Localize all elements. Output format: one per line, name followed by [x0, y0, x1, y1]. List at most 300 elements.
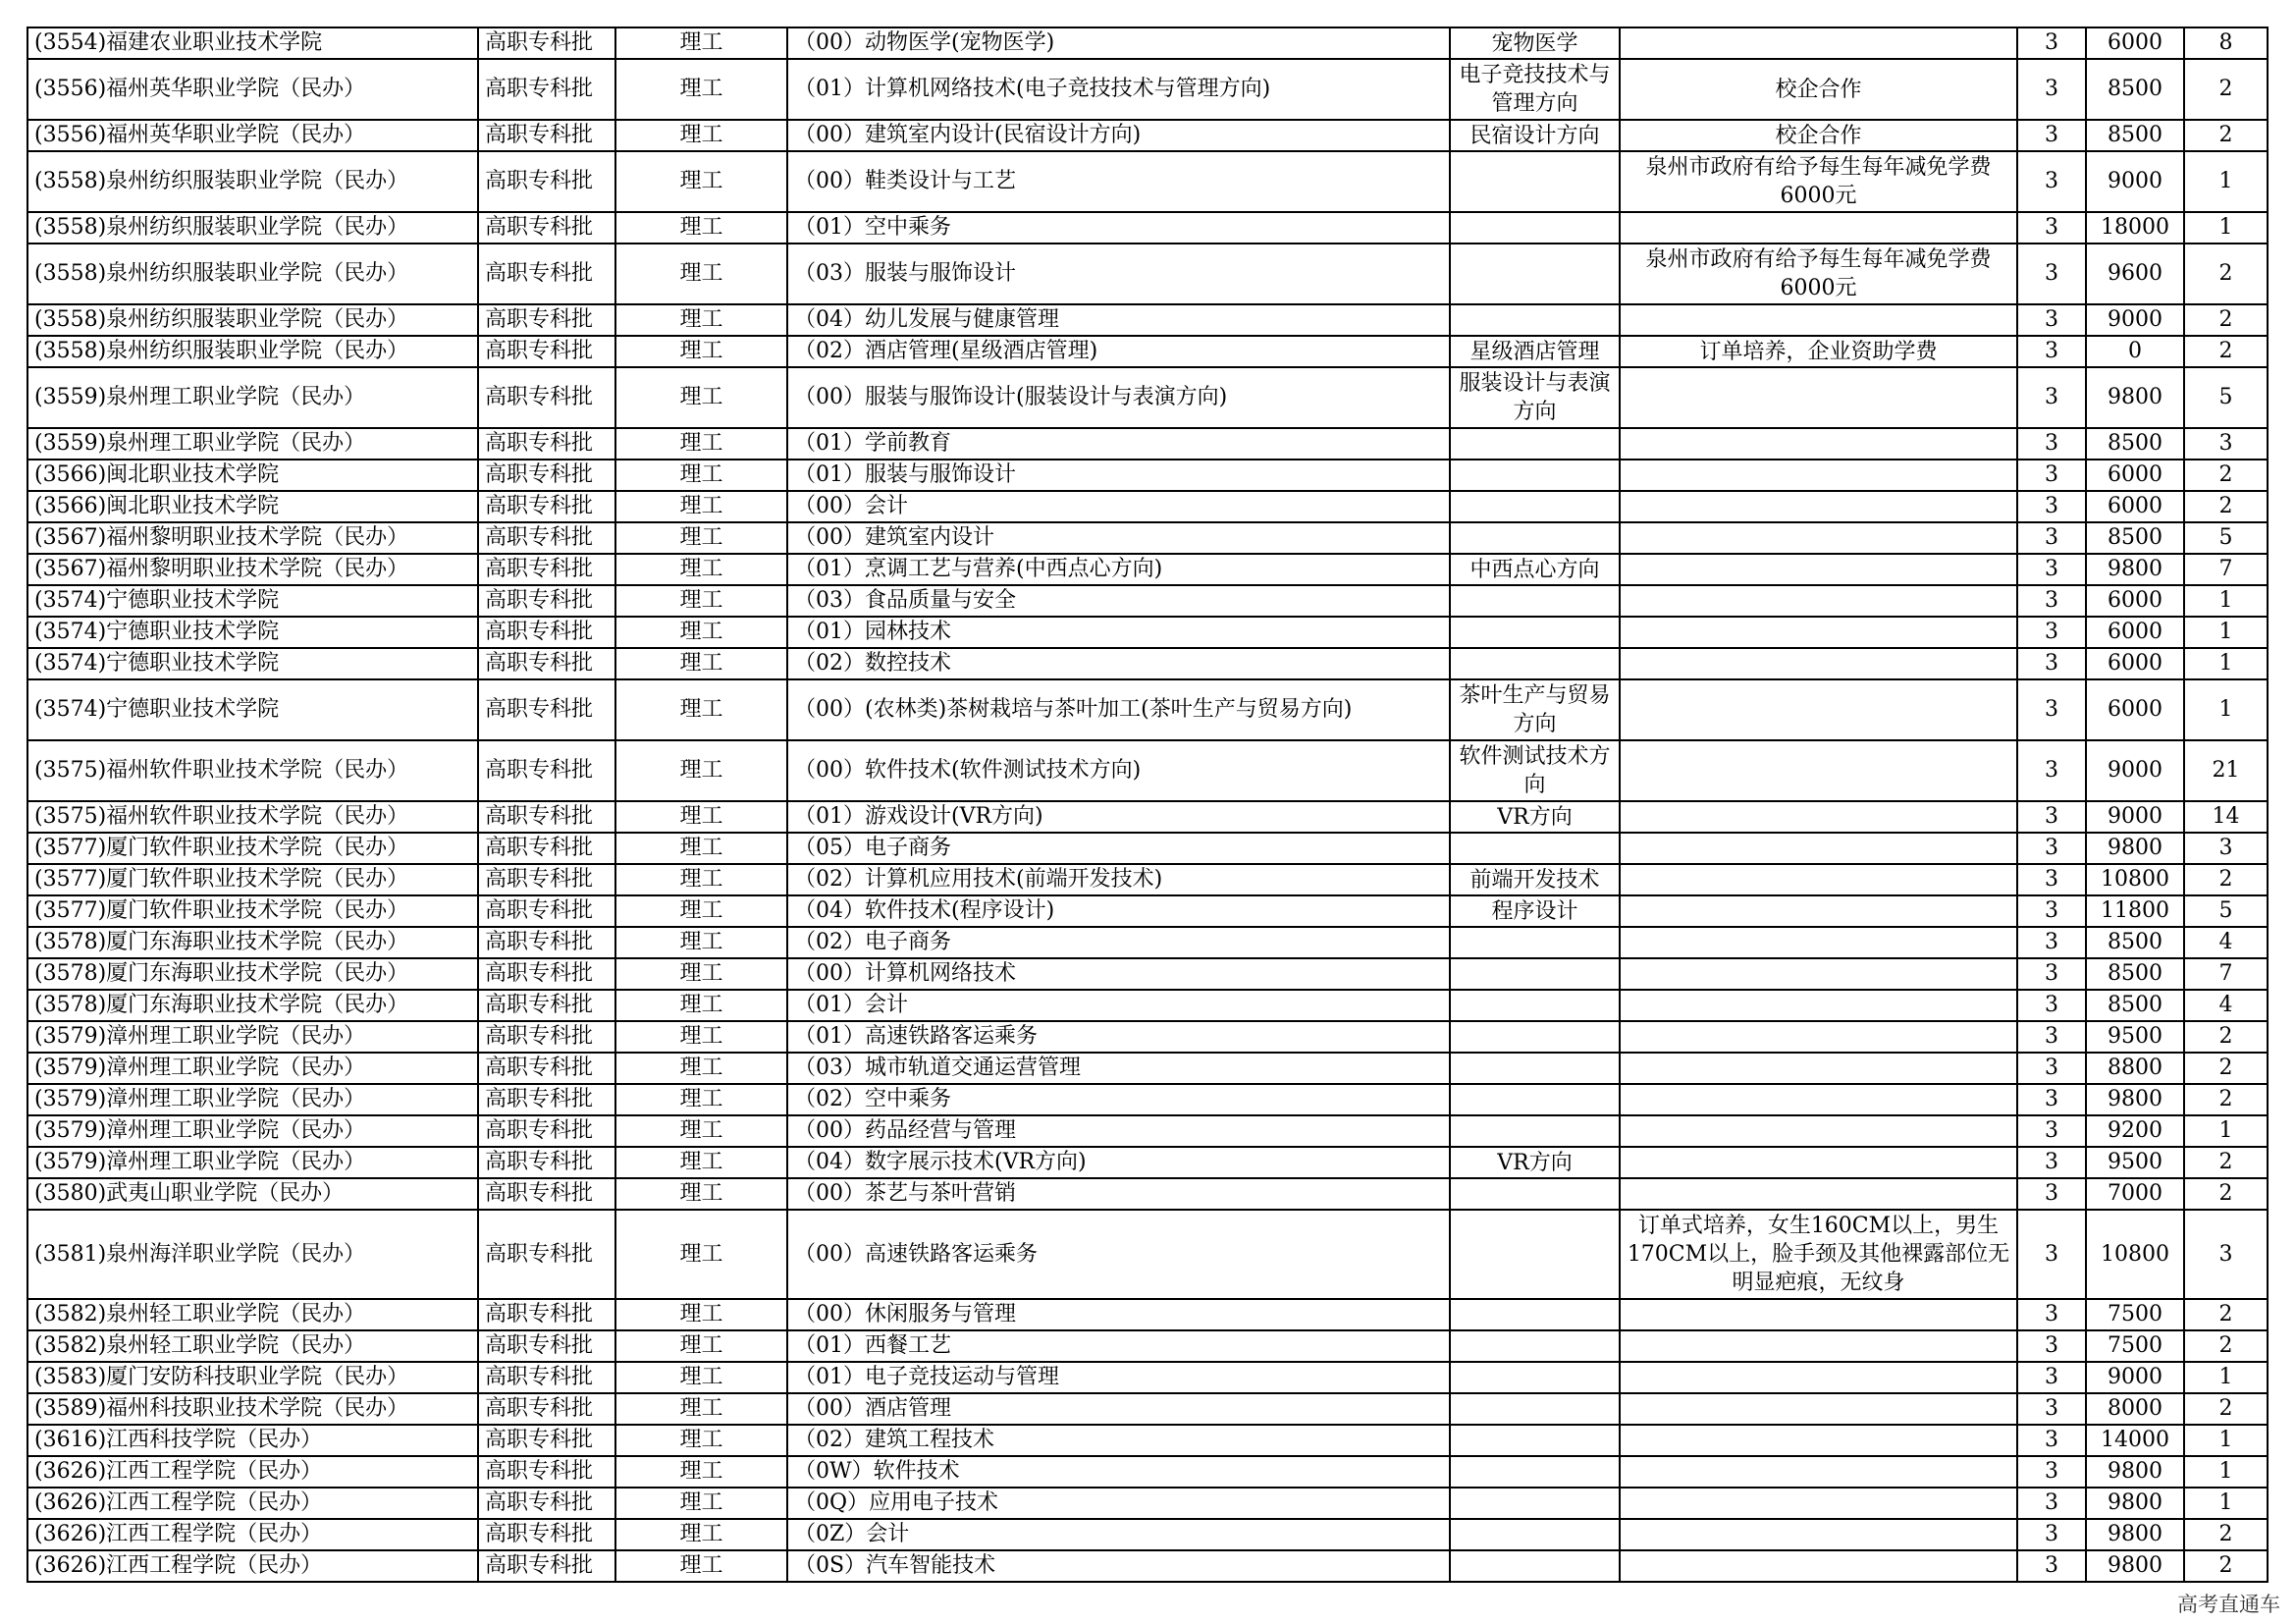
- years-cell: 3: [2017, 27, 2086, 59]
- table-row: [27, 1115, 2268, 1147]
- direction-cell: 宠物医学: [1450, 27, 1620, 59]
- plan-count-cell: 1: [2184, 212, 2268, 244]
- batch-cell: 高职专科批: [478, 1456, 615, 1488]
- plan-count-cell: 2: [2184, 1519, 2268, 1550]
- batch-cell: 高职专科批: [478, 1021, 615, 1053]
- plan-count-cell: 2: [2184, 491, 2268, 522]
- school-cell: (3626)江西工程学院（民办）: [27, 1550, 478, 1582]
- tuition-cell: 0: [2086, 336, 2184, 367]
- years-cell: 3: [2017, 1053, 2086, 1084]
- years-cell: 3: [2017, 304, 2086, 336]
- plan-count-cell: 1: [2184, 1488, 2268, 1519]
- tuition-cell: 8500: [2086, 522, 2184, 554]
- table-row: [27, 1488, 2268, 1519]
- tuition-cell: 9800: [2086, 554, 2184, 585]
- tuition-cell: 6000: [2086, 460, 2184, 491]
- note-cell: [1620, 1488, 2017, 1519]
- batch-cell: 高职专科批: [478, 1210, 615, 1299]
- major-cell: （03）服装与服饰设计: [787, 244, 1450, 304]
- school-cell: (3579)漳州理工职业学院（民办）: [27, 1053, 478, 1084]
- category-cell: 理工: [615, 1488, 787, 1519]
- plan-count-cell: 5: [2184, 367, 2268, 428]
- years-cell: 3: [2017, 522, 2086, 554]
- major-cell: （00）(农林类)茶树栽培与茶叶加工(茶叶生产与贸易方向): [787, 679, 1450, 740]
- plan-count-cell: 2: [2184, 304, 2268, 336]
- tuition-cell: 7500: [2086, 1299, 2184, 1330]
- major-cell: （02）数控技术: [787, 648, 1450, 679]
- note-cell: 校企合作: [1620, 120, 2017, 151]
- batch-cell: 高职专科批: [478, 120, 615, 151]
- major-cell: （01）服装与服饰设计: [787, 460, 1450, 491]
- batch-cell: 高职专科批: [478, 585, 615, 617]
- note-cell: [1620, 522, 2017, 554]
- table-row: [27, 212, 2268, 244]
- batch-cell: 高职专科批: [478, 27, 615, 59]
- tuition-cell: 7500: [2086, 1330, 2184, 1362]
- major-cell: （01）空中乘务: [787, 212, 1450, 244]
- major-cell: （01）计算机网络技术(电子竞技技术与管理方向): [787, 59, 1450, 120]
- table-row: [27, 1299, 2268, 1330]
- category-cell: 理工: [615, 1299, 787, 1330]
- school-cell: (3583)厦门安防科技职业学院（民办）: [27, 1362, 478, 1393]
- direction-cell: [1450, 460, 1620, 491]
- school-cell: (3566)闽北职业技术学院: [27, 491, 478, 522]
- note-cell: 泉州市政府有给予每生每年减免学费6000元: [1620, 151, 2017, 212]
- batch-cell: 高职专科批: [478, 1053, 615, 1084]
- category-cell: 理工: [615, 151, 787, 212]
- school-cell: (3567)福州黎明职业技术学院（民办）: [27, 522, 478, 554]
- school-cell: (3575)福州软件职业技术学院（民办）: [27, 801, 478, 833]
- table-body: [27, 27, 2268, 1582]
- note-cell: [1620, 740, 2017, 801]
- plan-count-cell: 4: [2184, 927, 2268, 958]
- direction-cell: [1450, 428, 1620, 460]
- direction-cell: [1450, 1362, 1620, 1393]
- plan-count-cell: 2: [2184, 1330, 2268, 1362]
- category-cell: 理工: [615, 585, 787, 617]
- years-cell: 3: [2017, 1084, 2086, 1115]
- plan-count-cell: 2: [2184, 336, 2268, 367]
- batch-cell: 高职专科批: [478, 212, 615, 244]
- direction-cell: [1450, 1550, 1620, 1582]
- batch-cell: 高职专科批: [478, 740, 615, 801]
- school-cell: (3582)泉州轻工职业学院（民办）: [27, 1299, 478, 1330]
- category-cell: 理工: [615, 1084, 787, 1115]
- note-cell: [1620, 1115, 2017, 1147]
- note-cell: 订单培养，企业资助学费: [1620, 336, 2017, 367]
- note-cell: [1620, 460, 2017, 491]
- note-cell: [1620, 367, 2017, 428]
- school-cell: (3574)宁德职业技术学院: [27, 617, 478, 648]
- school-cell: (3558)泉州纺织服装职业学院（民办）: [27, 151, 478, 212]
- school-cell: (3574)宁德职业技术学院: [27, 648, 478, 679]
- direction-cell: [1450, 927, 1620, 958]
- school-cell: (3554)福建农业职业技术学院: [27, 27, 478, 59]
- note-cell: [1620, 1456, 2017, 1488]
- tuition-cell: 9500: [2086, 1021, 2184, 1053]
- table-row: [27, 958, 2268, 990]
- batch-cell: 高职专科批: [478, 1084, 615, 1115]
- category-cell: 理工: [615, 801, 787, 833]
- table-row: [27, 151, 2268, 212]
- school-cell: (3626)江西工程学院（民办）: [27, 1519, 478, 1550]
- major-cell: （0S）汽车智能技术: [787, 1550, 1450, 1582]
- note-cell: [1620, 1084, 2017, 1115]
- category-cell: 理工: [615, 59, 787, 120]
- plan-count-cell: 5: [2184, 895, 2268, 927]
- table-row: [27, 927, 2268, 958]
- note-cell: [1620, 491, 2017, 522]
- plan-count-cell: 1: [2184, 151, 2268, 212]
- table-row: [27, 679, 2268, 740]
- note-cell: [1620, 1021, 2017, 1053]
- batch-cell: 高职专科批: [478, 801, 615, 833]
- category-cell: 理工: [615, 304, 787, 336]
- school-cell: (3558)泉州纺织服装职业学院（民办）: [27, 212, 478, 244]
- category-cell: 理工: [615, 1456, 787, 1488]
- major-cell: （00）高速铁路客运乘务: [787, 1210, 1450, 1299]
- batch-cell: 高职专科批: [478, 304, 615, 336]
- school-cell: (3556)福州英华职业学院（民办）: [27, 59, 478, 120]
- plan-count-cell: 1: [2184, 1115, 2268, 1147]
- category-cell: 理工: [615, 1021, 787, 1053]
- school-cell: (3567)福州黎明职业技术学院（民办）: [27, 554, 478, 585]
- tuition-cell: 9800: [2086, 1550, 2184, 1582]
- category-cell: 理工: [615, 491, 787, 522]
- years-cell: 3: [2017, 1425, 2086, 1456]
- plan-count-cell: 1: [2184, 585, 2268, 617]
- batch-cell: 高职专科批: [478, 927, 615, 958]
- batch-cell: 高职专科批: [478, 336, 615, 367]
- direction-cell: 程序设计: [1450, 895, 1620, 927]
- years-cell: 3: [2017, 1362, 2086, 1393]
- direction-cell: [1450, 1021, 1620, 1053]
- plan-count-cell: 1: [2184, 1456, 2268, 1488]
- category-cell: 理工: [615, 120, 787, 151]
- years-cell: 3: [2017, 1393, 2086, 1425]
- major-cell: （02）电子商务: [787, 927, 1450, 958]
- tuition-cell: 6000: [2086, 617, 2184, 648]
- batch-cell: 高职专科批: [478, 1330, 615, 1362]
- major-cell: （02）计算机应用技术(前端开发技术): [787, 864, 1450, 895]
- tuition-cell: 18000: [2086, 212, 2184, 244]
- years-cell: 3: [2017, 1021, 2086, 1053]
- plan-count-cell: 2: [2184, 244, 2268, 304]
- table-row: [27, 801, 2268, 833]
- batch-cell: 高职专科批: [478, 679, 615, 740]
- years-cell: 3: [2017, 428, 2086, 460]
- tuition-cell: 9800: [2086, 1519, 2184, 1550]
- years-cell: 3: [2017, 1115, 2086, 1147]
- years-cell: 3: [2017, 554, 2086, 585]
- tuition-cell: 6000: [2086, 27, 2184, 59]
- direction-cell: [1450, 585, 1620, 617]
- major-cell: （02）空中乘务: [787, 1084, 1450, 1115]
- direction-cell: 茶叶生产与贸易方向: [1450, 679, 1620, 740]
- table-row: [27, 648, 2268, 679]
- category-cell: 理工: [615, 740, 787, 801]
- plan-count-cell: 3: [2184, 428, 2268, 460]
- school-cell: (3582)泉州轻工职业学院（民办）: [27, 1330, 478, 1362]
- category-cell: 理工: [615, 617, 787, 648]
- category-cell: 理工: [615, 927, 787, 958]
- batch-cell: 高职专科批: [478, 1393, 615, 1425]
- tuition-cell: 9800: [2086, 1488, 2184, 1519]
- table-row: [27, 1362, 2268, 1393]
- tuition-cell: 8500: [2086, 428, 2184, 460]
- direction-cell: [1450, 1053, 1620, 1084]
- plan-count-cell: 2: [2184, 1053, 2268, 1084]
- plan-count-cell: 2: [2184, 59, 2268, 120]
- admission-plan-table: [27, 27, 2269, 1583]
- direction-cell: 服装设计与表演方向: [1450, 367, 1620, 428]
- category-cell: 理工: [615, 833, 787, 864]
- years-cell: 3: [2017, 244, 2086, 304]
- direction-cell: [1450, 212, 1620, 244]
- plan-count-cell: 2: [2184, 1178, 2268, 1210]
- category-cell: 理工: [615, 1425, 787, 1456]
- category-cell: 理工: [615, 522, 787, 554]
- table-row: [27, 554, 2268, 585]
- tuition-cell: 9000: [2086, 801, 2184, 833]
- tuition-cell: 10800: [2086, 864, 2184, 895]
- batch-cell: 高职专科批: [478, 522, 615, 554]
- note-cell: 订单式培养，女生160CM以上，男生170CM以上，脸手颈及其他裸露部位无明显疤痕，无纹身: [1620, 1210, 2017, 1299]
- major-cell: （00）建筑室内设计: [787, 522, 1450, 554]
- plan-count-cell: 2: [2184, 1550, 2268, 1582]
- tuition-cell: 9800: [2086, 1456, 2184, 1488]
- tuition-cell: 9200: [2086, 1115, 2184, 1147]
- table-row: [27, 120, 2268, 151]
- batch-cell: 高职专科批: [478, 1519, 615, 1550]
- years-cell: 3: [2017, 801, 2086, 833]
- table-row: [27, 428, 2268, 460]
- tuition-cell: 10800: [2086, 1210, 2184, 1299]
- years-cell: 3: [2017, 927, 2086, 958]
- table-row: [27, 1210, 2268, 1299]
- plan-count-cell: 2: [2184, 864, 2268, 895]
- note-cell: [1620, 1425, 2017, 1456]
- school-cell: (3579)漳州理工职业学院（民办）: [27, 1147, 478, 1178]
- direction-cell: [1450, 1178, 1620, 1210]
- note-cell: [1620, 554, 2017, 585]
- tuition-cell: 8500: [2086, 958, 2184, 990]
- category-cell: 理工: [615, 679, 787, 740]
- school-cell: (3558)泉州纺织服装职业学院（民办）: [27, 304, 478, 336]
- direction-cell: [1450, 833, 1620, 864]
- school-cell: (3579)漳州理工职业学院（民办）: [27, 1021, 478, 1053]
- note-cell: [1620, 212, 2017, 244]
- years-cell: 3: [2017, 990, 2086, 1021]
- years-cell: 3: [2017, 491, 2086, 522]
- major-cell: （04）软件技术(程序设计): [787, 895, 1450, 927]
- direction-cell: 软件测试技术方向: [1450, 740, 1620, 801]
- direction-cell: [1450, 1519, 1620, 1550]
- school-cell: (3558)泉州纺织服装职业学院（民办）: [27, 336, 478, 367]
- tuition-cell: 9800: [2086, 367, 2184, 428]
- major-cell: （01）园林技术: [787, 617, 1450, 648]
- plan-count-cell: 3: [2184, 1210, 2268, 1299]
- table-row: [27, 59, 2268, 120]
- years-cell: 3: [2017, 1178, 2086, 1210]
- category-cell: 理工: [615, 895, 787, 927]
- direction-cell: [1450, 617, 1620, 648]
- category-cell: 理工: [615, 1519, 787, 1550]
- table-row: [27, 1550, 2268, 1582]
- major-cell: （00）茶艺与茶叶营销: [787, 1178, 1450, 1210]
- note-cell: 校企合作: [1620, 59, 2017, 120]
- tuition-cell: 9000: [2086, 740, 2184, 801]
- years-cell: 3: [2017, 1519, 2086, 1550]
- batch-cell: 高职专科批: [478, 1147, 615, 1178]
- category-cell: 理工: [615, 1115, 787, 1147]
- major-cell: （02）酒店管理(星级酒店管理): [787, 336, 1450, 367]
- major-cell: （00）计算机网络技术: [787, 958, 1450, 990]
- years-cell: 3: [2017, 679, 2086, 740]
- major-cell: （01）游戏设计(VR方向): [787, 801, 1450, 833]
- table-row: [27, 304, 2268, 336]
- years-cell: 3: [2017, 460, 2086, 491]
- category-cell: 理工: [615, 1147, 787, 1178]
- note-cell: 泉州市政府有给予每生每年减免学费6000元: [1620, 244, 2017, 304]
- school-cell: (3559)泉州理工职业学院（民办）: [27, 428, 478, 460]
- school-cell: (3575)福州软件职业技术学院（民办）: [27, 740, 478, 801]
- years-cell: 3: [2017, 1147, 2086, 1178]
- tuition-cell: 6000: [2086, 491, 2184, 522]
- plan-count-cell: 2: [2184, 120, 2268, 151]
- tuition-cell: 9800: [2086, 1084, 2184, 1115]
- note-cell: [1620, 833, 2017, 864]
- direction-cell: [1450, 1393, 1620, 1425]
- major-cell: （00）鞋类设计与工艺: [787, 151, 1450, 212]
- batch-cell: 高职专科批: [478, 460, 615, 491]
- category-cell: 理工: [615, 367, 787, 428]
- note-cell: [1620, 958, 2017, 990]
- category-cell: 理工: [615, 336, 787, 367]
- major-cell: （00）会计: [787, 491, 1450, 522]
- tuition-cell: 6000: [2086, 679, 2184, 740]
- category-cell: 理工: [615, 1053, 787, 1084]
- batch-cell: 高职专科批: [478, 1178, 615, 1210]
- direction-cell: [1450, 1084, 1620, 1115]
- years-cell: 3: [2017, 212, 2086, 244]
- watermark-text: 高考直通车: [2177, 1593, 2280, 1616]
- school-cell: (3589)福州科技职业技术学院（民办）: [27, 1393, 478, 1425]
- direction-cell: VR方向: [1450, 1147, 1620, 1178]
- note-cell: [1620, 1550, 2017, 1582]
- major-cell: （00）建筑室内设计(民宿设计方向): [787, 120, 1450, 151]
- category-cell: 理工: [615, 648, 787, 679]
- table-row: [27, 1021, 2268, 1053]
- years-cell: 3: [2017, 617, 2086, 648]
- note-cell: [1620, 1147, 2017, 1178]
- direction-cell: [1450, 1425, 1620, 1456]
- tuition-cell: 9500: [2086, 1147, 2184, 1178]
- direction-cell: [1450, 1115, 1620, 1147]
- direction-cell: 前端开发技术: [1450, 864, 1620, 895]
- table-row: [27, 617, 2268, 648]
- direction-cell: 中西点心方向: [1450, 554, 1620, 585]
- note-cell: [1620, 801, 2017, 833]
- table-row: [27, 336, 2268, 367]
- table-row: [27, 833, 2268, 864]
- note-cell: [1620, 648, 2017, 679]
- direction-cell: [1450, 1456, 1620, 1488]
- school-cell: (3577)厦门软件职业技术学院（民办）: [27, 833, 478, 864]
- tuition-cell: 9800: [2086, 833, 2184, 864]
- school-cell: (3626)江西工程学院（民办）: [27, 1456, 478, 1488]
- table-row: [27, 244, 2268, 304]
- batch-cell: 高职专科批: [478, 895, 615, 927]
- tuition-cell: 6000: [2086, 585, 2184, 617]
- category-cell: 理工: [615, 990, 787, 1021]
- table-row: [27, 1147, 2268, 1178]
- table-row: [27, 367, 2268, 428]
- tuition-cell: 14000: [2086, 1425, 2184, 1456]
- major-cell: （00）休闲服务与管理: [787, 1299, 1450, 1330]
- batch-cell: 高职专科批: [478, 833, 615, 864]
- table-row: [27, 1456, 2268, 1488]
- direction-cell: [1450, 648, 1620, 679]
- school-cell: (3558)泉州纺织服装职业学院（民办）: [27, 244, 478, 304]
- major-cell: （01）学前教育: [787, 428, 1450, 460]
- years-cell: 3: [2017, 367, 2086, 428]
- direction-cell: [1450, 491, 1620, 522]
- school-cell: (3566)闽北职业技术学院: [27, 460, 478, 491]
- table-row: [27, 585, 2268, 617]
- major-cell: （04）幼儿发展与健康管理: [787, 304, 1450, 336]
- direction-cell: 星级酒店管理: [1450, 336, 1620, 367]
- plan-count-cell: 1: [2184, 648, 2268, 679]
- batch-cell: 高职专科批: [478, 554, 615, 585]
- table-row: [27, 1393, 2268, 1425]
- plan-count-cell: 5: [2184, 522, 2268, 554]
- category-cell: 理工: [615, 554, 787, 585]
- years-cell: 3: [2017, 1488, 2086, 1519]
- school-cell: (3579)漳州理工职业学院（民办）: [27, 1084, 478, 1115]
- major-cell: （04）数字展示技术(VR方向): [787, 1147, 1450, 1178]
- plan-count-cell: 2: [2184, 1299, 2268, 1330]
- years-cell: 3: [2017, 1299, 2086, 1330]
- category-cell: 理工: [615, 212, 787, 244]
- major-cell: （03）城市轨道交通运营管理: [787, 1053, 1450, 1084]
- school-cell: (3578)厦门东海职业技术学院（民办）: [27, 927, 478, 958]
- major-cell: （02）建筑工程技术: [787, 1425, 1450, 1456]
- plan-count-cell: 21: [2184, 740, 2268, 801]
- direction-cell: [1450, 1210, 1620, 1299]
- note-cell: [1620, 1330, 2017, 1362]
- note-cell: [1620, 679, 2017, 740]
- direction-cell: [1450, 1299, 1620, 1330]
- batch-cell: 高职专科批: [478, 1488, 615, 1519]
- plan-count-cell: 1: [2184, 617, 2268, 648]
- tuition-cell: 9000: [2086, 1362, 2184, 1393]
- major-cell: （00）药品经营与管理: [787, 1115, 1450, 1147]
- plan-count-cell: 3: [2184, 833, 2268, 864]
- category-cell: 理工: [615, 958, 787, 990]
- school-cell: (3577)厦门软件职业技术学院（民办）: [27, 864, 478, 895]
- tuition-cell: 9000: [2086, 304, 2184, 336]
- plan-count-cell: 1: [2184, 1362, 2268, 1393]
- note-cell: [1620, 1053, 2017, 1084]
- batch-cell: 高职专科批: [478, 864, 615, 895]
- category-cell: 理工: [615, 864, 787, 895]
- major-cell: （01）会计: [787, 990, 1450, 1021]
- category-cell: 理工: [615, 27, 787, 59]
- school-cell: (3578)厦门东海职业技术学院（民办）: [27, 990, 478, 1021]
- table-row: [27, 1425, 2268, 1456]
- major-cell: （03）食品质量与安全: [787, 585, 1450, 617]
